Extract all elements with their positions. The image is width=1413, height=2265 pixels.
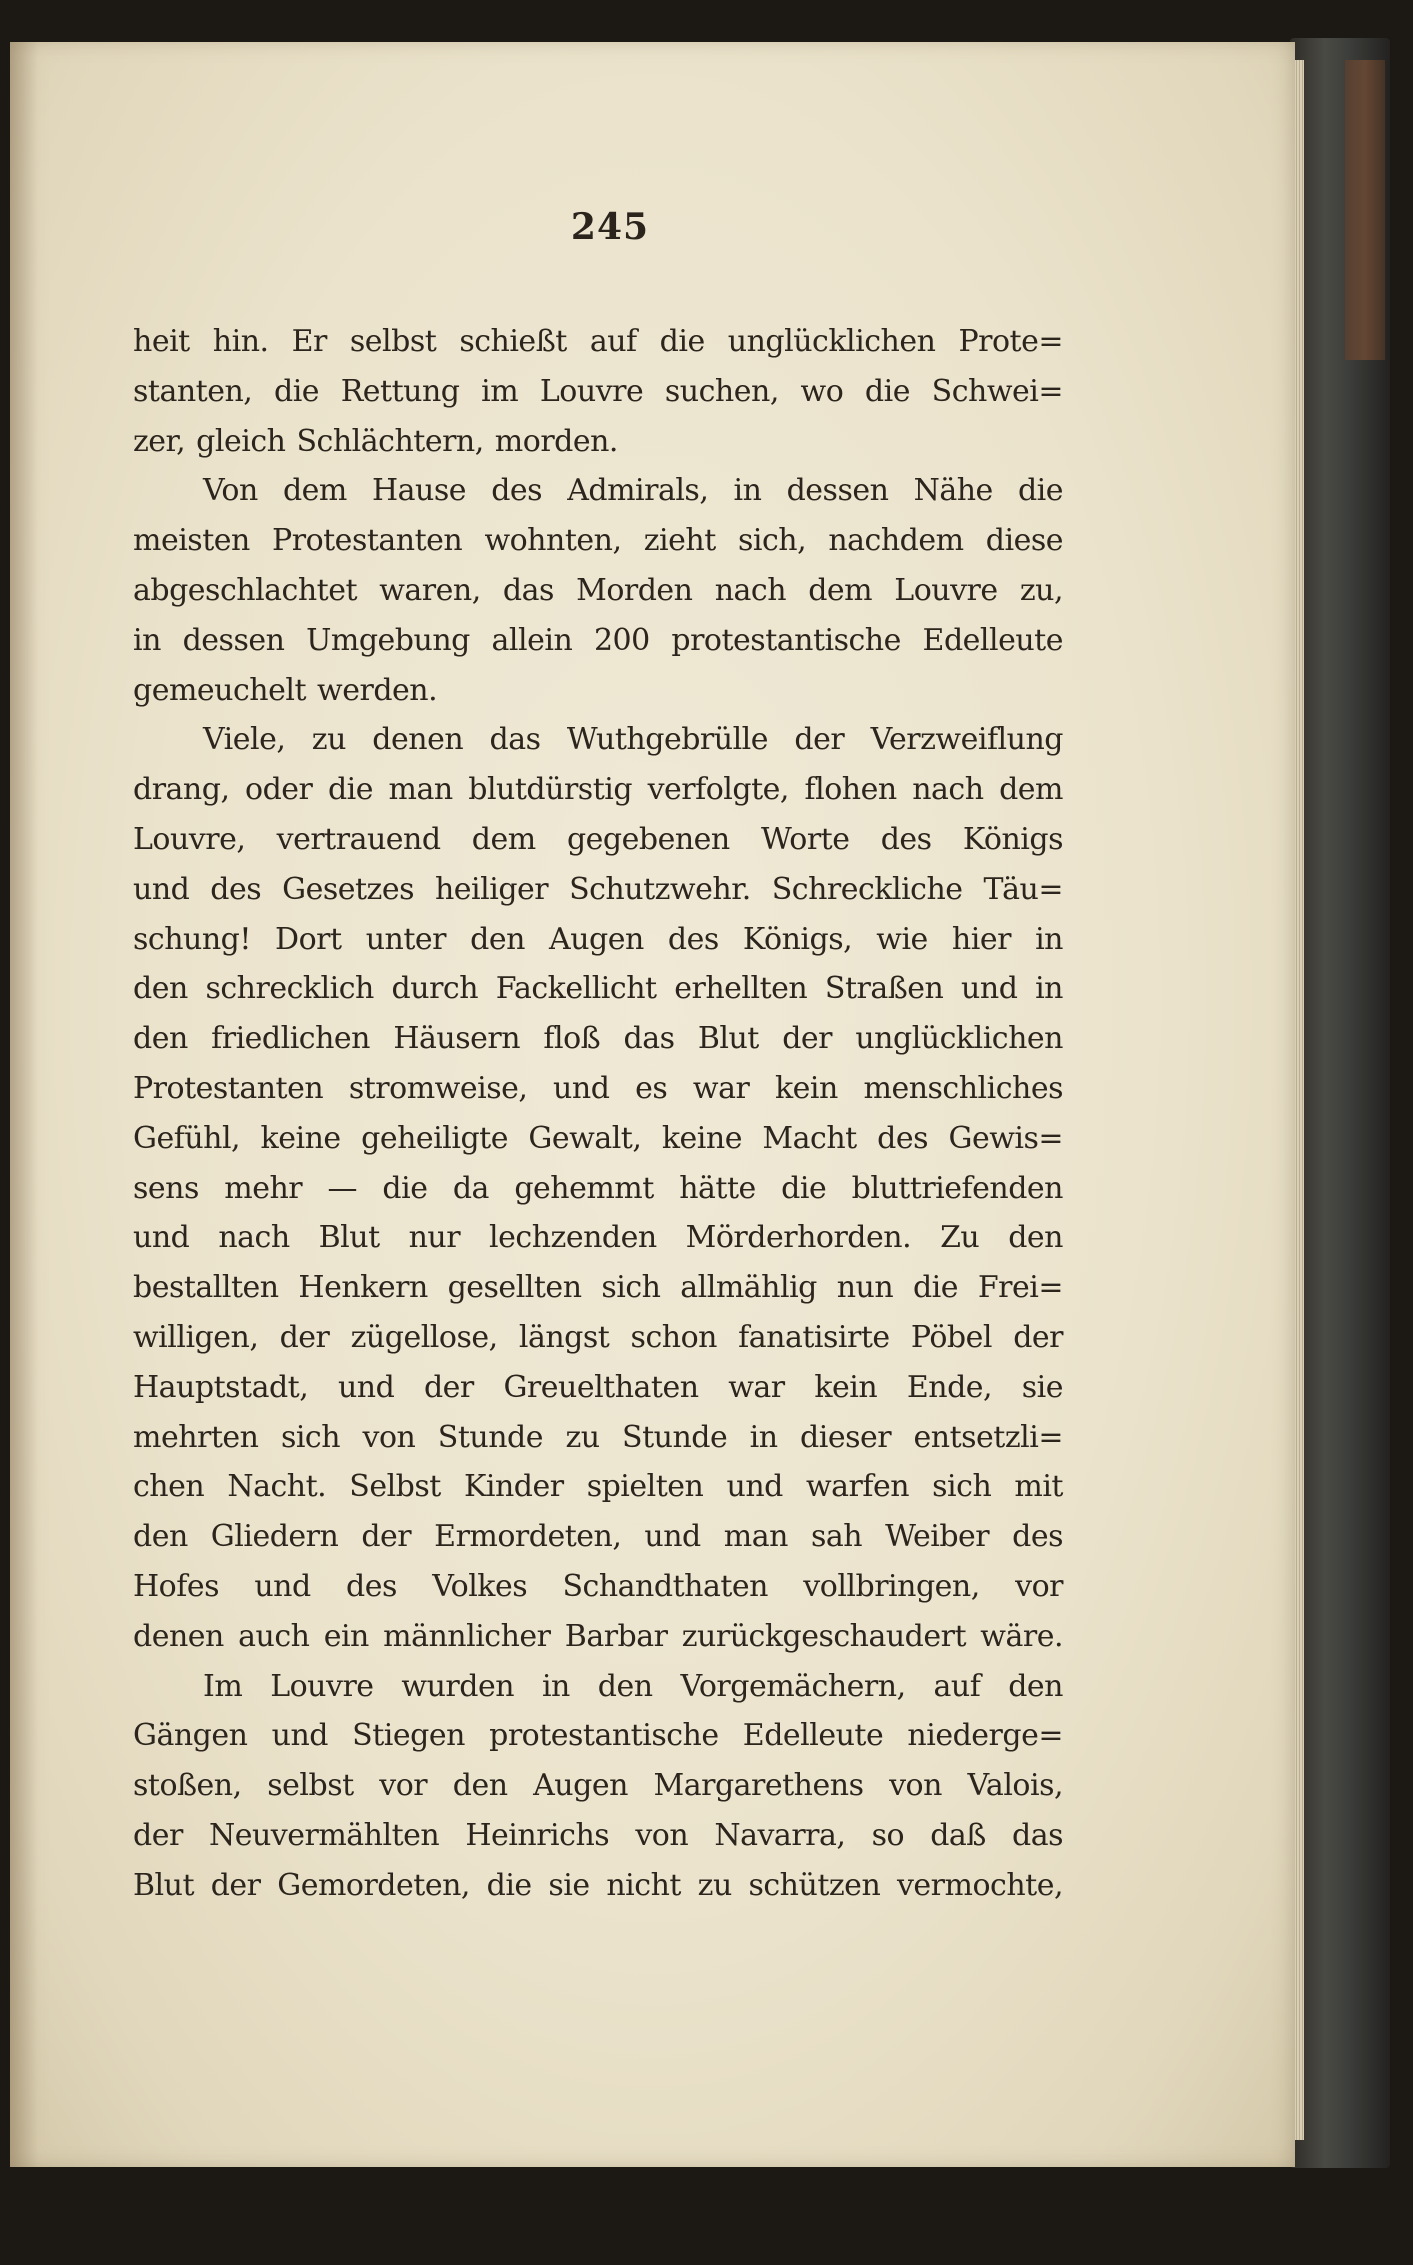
text-line: Im Louvre wurden in den Vorgemächern, auf den (203, 1668, 1063, 1704)
text-line: Louvre, vertrauend dem gegebenen Worte des Königs (133, 821, 1063, 857)
text-line: zer, gleich Schlächtern, morden. (133, 423, 618, 459)
book-page (10, 42, 1295, 2167)
text-line: chen Nacht. Selbst Kinder spielten und warfen sich mit (133, 1469, 1063, 1505)
page-number: 245 (570, 206, 650, 248)
text-line: meisten Protestanten wohnten, zieht sich, nachdem diese (133, 523, 1063, 559)
text-line: in dessen Umgebung allein 200 protestantische Edelleute (133, 622, 1063, 658)
text-line: den friedlichen Häusern floß das Blut der unglücklichen (133, 1021, 1063, 1057)
text-line: Gängen und Stiegen protestantische Edelleute niederge= (133, 1718, 1063, 1754)
text-line: und des Gesetzes heiliger Schutzwehr. Schreckliche Täu= (133, 871, 1063, 907)
text-line: Protestanten stromweise, und es war kein menschliches (133, 1070, 1063, 1106)
text-line: heit hin. Er selbst schießt auf die unglücklichen Prote= (133, 324, 1063, 359)
text-line: der Neuvermählten Heinrichs von Navarra, so daß das (133, 1817, 1063, 1853)
text-line: gemeuchelt werden. (133, 672, 438, 708)
text-line: Gefühl, keine geheiligte Gewalt, keine Macht des Gewis= (133, 1120, 1063, 1156)
gutter-shadow (10, 42, 38, 2167)
text-line: denen auch ein männlicher Barbar zurückgeschaudert wäre. (133, 1618, 1063, 1654)
text-line: Blut der Gemordeten, die sie nicht zu schützen vermochte, (133, 1867, 1063, 1903)
text-line: abgeschlachtet waren, das Morden nach dem Louvre zu, (133, 572, 1063, 608)
text-line: drang, oder die man blutdürstig verfolgte, flohen nach dem (133, 772, 1063, 808)
body-text (133, 317, 1063, 1911)
text-line: stanten, die Rettung im Louvre suchen, wo die Schwei= (133, 373, 1063, 409)
text-line: sens mehr — die da gehemmt hätte die bluttriefenden (133, 1170, 1063, 1206)
text-line: und nach Blut nur lechzenden Mörderhorden. Zu den (133, 1220, 1063, 1256)
text-line: Hofes und des Volkes Schandthaten vollbringen, vor (133, 1568, 1063, 1604)
text-line: Viele, zu denen das Wuthgebrülle der Verzweiflung (203, 722, 1063, 758)
text-line: schung! Dort unter den Augen des Königs, wie hier in (133, 921, 1063, 957)
text-line: den schrecklich durch Fackellicht erhellten Straßen und in (133, 971, 1063, 1007)
text-line: bestallten Henkern gesellten sich allmählig nun die Frei= (133, 1270, 1063, 1306)
text-line: willigen, der zügellose, längst schon fanatisirte Pöbel der (133, 1319, 1063, 1355)
text-line: mehrten sich von Stunde zu Stunde in dieser entsetzli= (133, 1419, 1063, 1455)
text-line: Hauptstadt, und der Greuelthaten war kein Ende, sie (133, 1369, 1063, 1405)
text-line: den Gliedern der Ermordeten, und man sah Weiber des (133, 1519, 1063, 1555)
text-line: Von dem Hause des Admirals, in dessen Nähe die (203, 473, 1063, 509)
book-cover-leather-patch (1345, 60, 1385, 360)
text-line: stoßen, selbst vor den Augen Margarethens von Valois, (133, 1768, 1063, 1804)
